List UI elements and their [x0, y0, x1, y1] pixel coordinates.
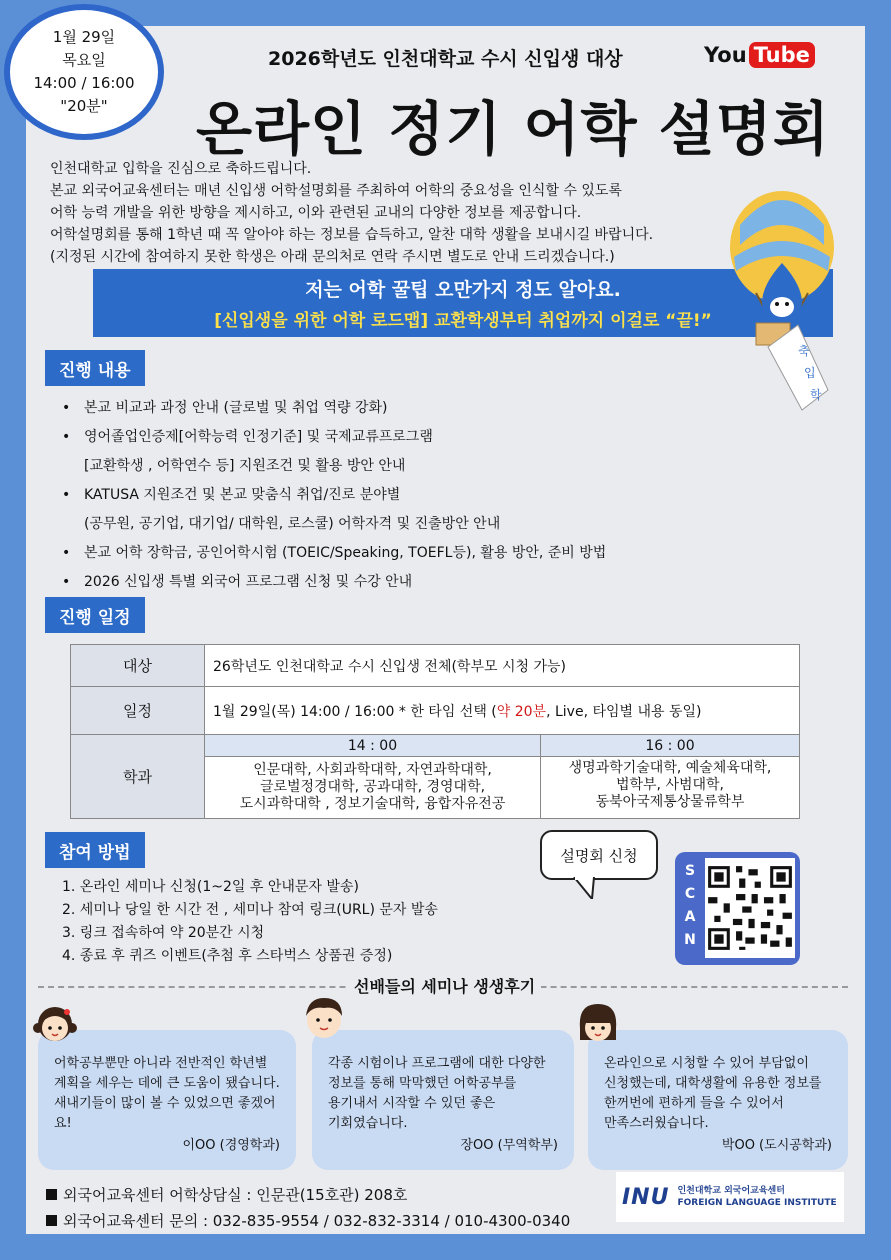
table-row — [71, 687, 800, 735]
intro-paragraph — [50, 158, 690, 268]
date-badge-day: 목요일 — [62, 51, 106, 69]
ribbon-char: 학 — [810, 388, 822, 402]
participation-steps — [62, 876, 438, 968]
time-slot-1600: 16 : 00 — [541, 735, 800, 757]
review-card: 어학공부뿐만 아니라 전반적인 학년별 계획을 세우는 데에 큰 도움이 됐습니다. 새내기들이 많이 볼 수 있었으면 좋겠어요! 이OO (경영학과) — [38, 1030, 296, 1170]
list-item-continuation: (공무원, 공기업, 대기업/ 대학원, 로스쿨) 어학자격 및 진출방안 안내 — [84, 516, 501, 532]
intro-line: 본교 외국어교육센터는 매년 신입생 어학설명회를 주최하여 어학의 중요성을 인식할 수 있도록 — [50, 183, 622, 199]
list-item-continuation: [교환학생 , 어학연수 등] 지원조건 및 활용 방안 안내 — [84, 458, 406, 474]
inu-logo — [616, 1172, 844, 1222]
girl-avatar-icon — [32, 998, 78, 1046]
scan-label: S C A N — [684, 863, 696, 948]
banner-headline: 저는 어학 꿀팁 오만가지 정도 알아요. — [305, 279, 621, 301]
review-author: 박OO (도시공학과) — [721, 1138, 832, 1153]
speech-bubble-tail — [572, 877, 598, 899]
intro-line: 어학 능력 개발을 위한 방향을 제시하고, 이와 관련된 교내의 다양한 정보를 제공합니다. — [50, 205, 582, 221]
list-item: • 본교 비교과 과정 안내 (글로벌 및 취업 역량 강화) — [62, 400, 388, 416]
date-badge-date: 1월 29일 — [52, 28, 116, 46]
date-badge-times: 14:00 / 16:00 — [33, 74, 135, 92]
reviews-title: 선배들의 세미나 생생후기 — [348, 974, 541, 997]
review-card: 각종 시험이나 프로그램에 대한 다양한 정보를 통해 막막했던 어학공부를 용기내서 시작할 수 있던 좋은 기회였습니다. 장OO (무역학부) — [312, 1030, 574, 1170]
duration-highlight: 약 20분 — [496, 703, 547, 720]
youtube-logo[interactable] — [704, 42, 815, 68]
step-item: 3. 링크 접속하여 약 20분간 시청 — [62, 925, 265, 941]
youtube-logo-you: You — [704, 43, 747, 67]
inu-logo-text: 인천대학교 외국어교육센터 FOREIGN LANGUAGE INSTITUTE — [677, 1186, 837, 1208]
intro-line: 인천대학교 입학을 진심으로 축하드립니다. — [50, 161, 312, 177]
inu-logo-mark: INU — [622, 1184, 670, 1210]
boy-avatar-icon — [300, 992, 348, 1042]
footer-line: 외국어교육센터 문의 : 032-835-9554 / 032-832-3314 / 010-4300-0340 — [46, 1208, 570, 1234]
dept-list-1400: 인문대학, 사회과학대학, 자연과학대학, 글로벌정경대학, 공과대학, 경영대학, 도시과학대학 , 정보기술대학, 융합자유전공 — [205, 757, 541, 819]
list-item: • 2026 신입생 특별 외국어 프로그램 신청 및 수강 안내 — [62, 574, 413, 590]
footer-line: 외국어교육센터 어학상담실 : 인문관(15호관) 208호 — [46, 1182, 570, 1208]
intro-line: (지정된 시간에 참여하지 못한 학생은 아래 문의처로 연락 주시면 별도로 안내 드리겠습니다.) — [50, 249, 615, 265]
page-subtitle: 2026학년도 인천대학교 수시 신입생 대상 — [268, 48, 623, 70]
girl-avatar-icon — [574, 998, 622, 1046]
review-card: 온라인으로 시청할 수 있어 부담없이 신청했는데, 대학생활에 유용한 정보를 한꺼번에 편하게 들을 수 있어서 만족스러웠습니다. 박OO (도시공학과) — [588, 1030, 848, 1170]
intro-line: 어학설명회를 통해 1학년 때 꼭 알아야 하는 정보를 습득하고, 알찬 대학 생활을 보내시길 바랍니다. — [50, 227, 654, 243]
youtube-logo-tube: Tube — [749, 42, 815, 68]
table-row — [71, 735, 800, 757]
schedule-table — [70, 644, 800, 819]
table-label-date: 일정 — [71, 687, 205, 735]
list-item: • 본교 어학 장학금, 공인어학시험 (TOEIC/Speaking, TOEFL등), 활용 방안, 준비 방법 — [62, 545, 607, 561]
table-value-date: 1월 29일(목) 14:00 / 16:00 * 한 타임 선택 (약 20분, Live, 타임별 내용 동일) — [205, 687, 800, 735]
qr-scan-panel[interactable] — [675, 852, 800, 965]
content-list — [62, 394, 606, 597]
step-item: 1. 온라인 세미나 신청(1~2일 후 안내문자 발송) — [62, 879, 359, 895]
apply-speech-bubble[interactable]: 설명회 신청 — [540, 830, 658, 880]
bullet-square-icon — [46, 1189, 57, 1200]
bullet-square-icon — [46, 1215, 57, 1226]
ribbon-char: 축 — [798, 344, 810, 358]
time-slot-1400: 14 : 00 — [205, 735, 541, 757]
section-heading-schedule: 진행 일정 — [45, 597, 145, 633]
table-label-target: 대상 — [71, 645, 205, 687]
table-row — [71, 645, 800, 687]
page-title: 온라인 정기 어학 설명회 — [196, 95, 830, 163]
list-item: • KATUSA 지원조건 및 본교 맞춤식 취업/진로 분야별 — [62, 487, 401, 503]
qr-code-icon[interactable] — [705, 858, 795, 958]
dept-list-1600: 생명과학기술대학, 예술체육대학, 법학부, 사범대학, 동북아국제통상물류학부 — [541, 757, 800, 819]
table-label-dept: 학과 — [71, 735, 205, 819]
date-badge — [4, 4, 164, 140]
contact-footer — [46, 1182, 570, 1234]
banner-subline: [신입생을 위한 어학 로드맵] 교환학생부터 취업까지 이걸로 “끝!” — [214, 311, 712, 331]
step-item: 4. 종료 후 퀴즈 이벤트(추첨 후 스타벅스 상품권 증정) — [62, 948, 393, 964]
date-badge-duration: "20분" — [60, 97, 108, 115]
review-author: 장OO (무역학부) — [460, 1138, 558, 1153]
balloon-mascot-illustration — [720, 185, 850, 420]
section-heading-content: 진행 내용 — [45, 350, 145, 386]
step-item: 2. 세미나 당일 한 시간 전 , 세미나 참여 링크(URL) 문자 발송 — [62, 902, 438, 918]
section-heading-participation: 참여 방법 — [45, 832, 145, 868]
list-item: • 영어졸업인증제[어학능력 인정기준] 및 국제교류프로그램 — [62, 429, 433, 445]
table-value-target: 26학년도 인천대학교 수시 신입생 전체(학부모 시청 가능) — [205, 645, 800, 687]
ribbon-char: 입 — [804, 366, 816, 380]
review-author: 이OO (경영학과) — [182, 1138, 280, 1153]
